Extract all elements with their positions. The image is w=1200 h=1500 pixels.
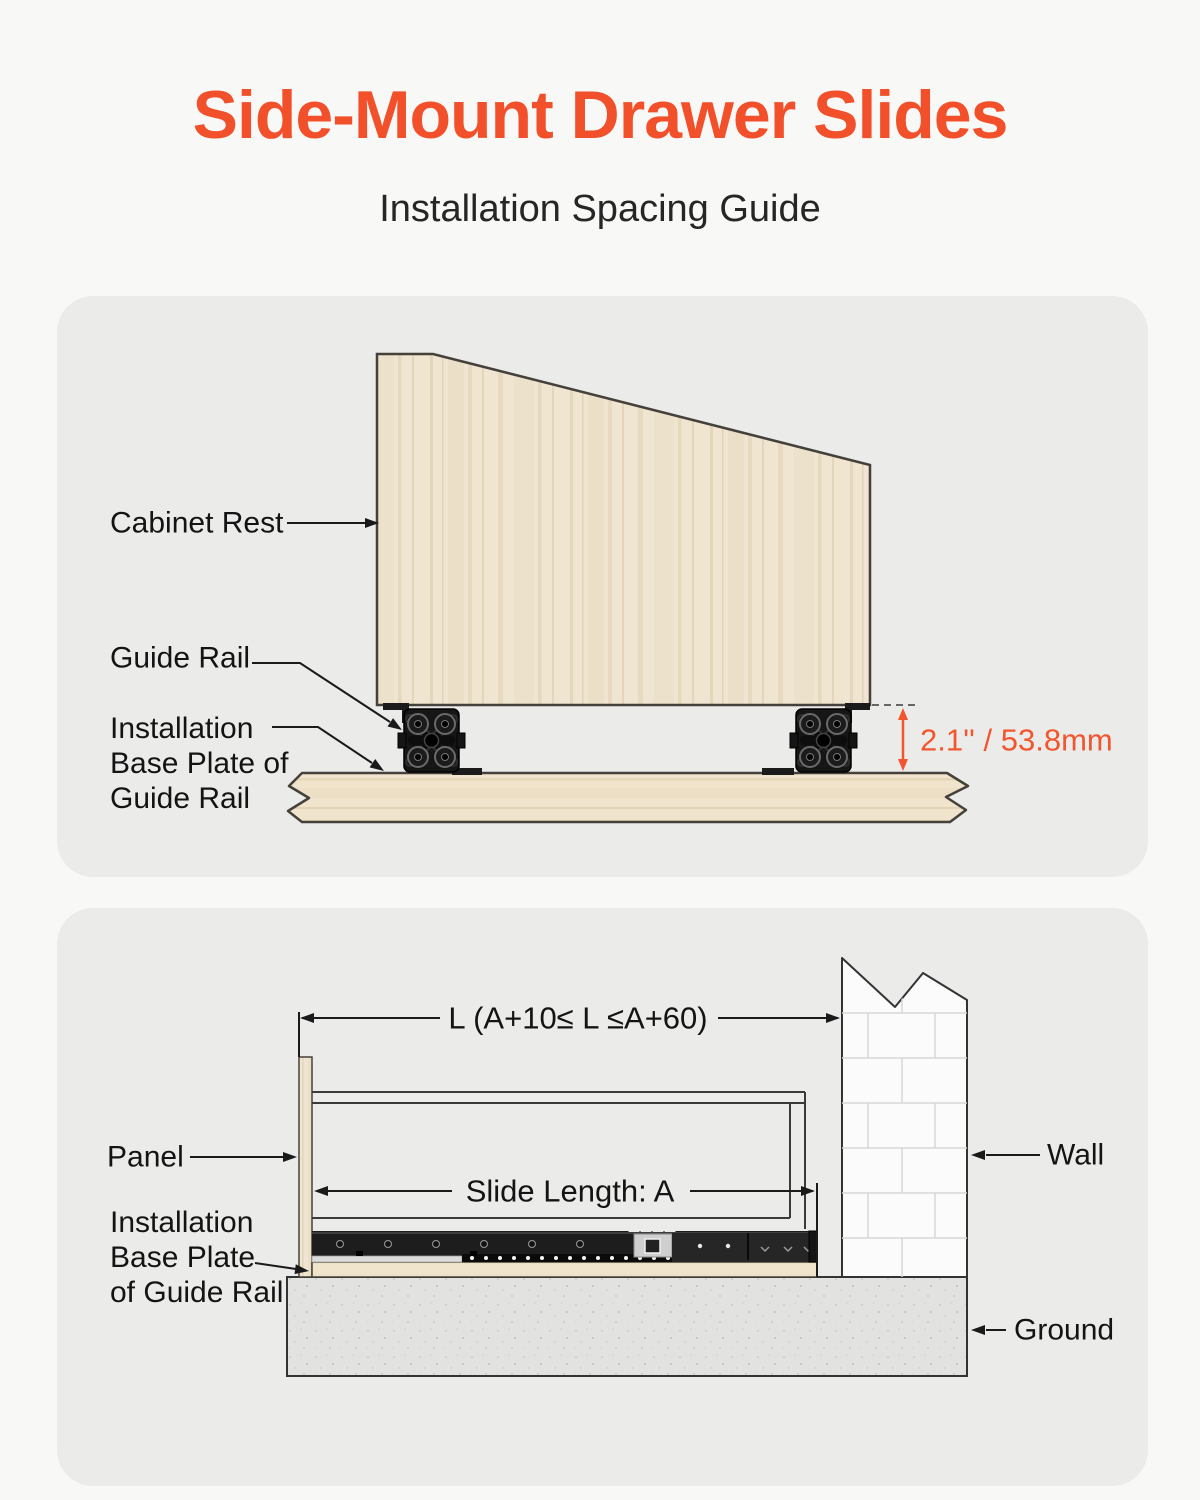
cabinet-rest-wood [377, 354, 870, 705]
ground-leader [971, 1325, 1006, 1335]
cabinet-rest-leader [287, 518, 379, 528]
measurement-arrow [898, 708, 908, 771]
ground-slab [287, 1277, 967, 1376]
front-panel-board [299, 1057, 312, 1277]
guide-rail-roller-left [398, 709, 465, 772]
base-plank-wood [288, 773, 968, 822]
dimension-total-text: L (A+10≤ L ≤A+60) [448, 1000, 708, 1036]
label-wall: Wall [1047, 1138, 1105, 1172]
label-cabinet-rest: Cabinet Rest [110, 506, 284, 540]
measurement-text: 2.1'' / 53.8mm [920, 722, 1113, 758]
base-plate-leader-top [272, 727, 384, 771]
drawer-slide [312, 1226, 817, 1262]
page-title: Side-Mount Drawer Slides [192, 77, 1008, 153]
base-plate-strip [312, 1262, 817, 1277]
wall-leader [971, 1150, 1040, 1160]
label-ground: Ground [1014, 1313, 1115, 1347]
guide-rail-roller-right [790, 709, 857, 772]
dimension-slide-text: Slide Length: A [465, 1173, 675, 1209]
label-guide-rail: Guide Rail [110, 641, 251, 675]
panel-leader [190, 1152, 297, 1162]
label-base-plate-top: Installation Base Plate of Guide Rail [110, 712, 289, 815]
label-base-plate-bottom: Installation Base Plate of Guide Rail [110, 1206, 284, 1309]
wall-bricks [842, 958, 967, 1277]
label-panel: Panel [107, 1140, 184, 1174]
page-subtitle: Installation Spacing Guide [379, 188, 821, 230]
